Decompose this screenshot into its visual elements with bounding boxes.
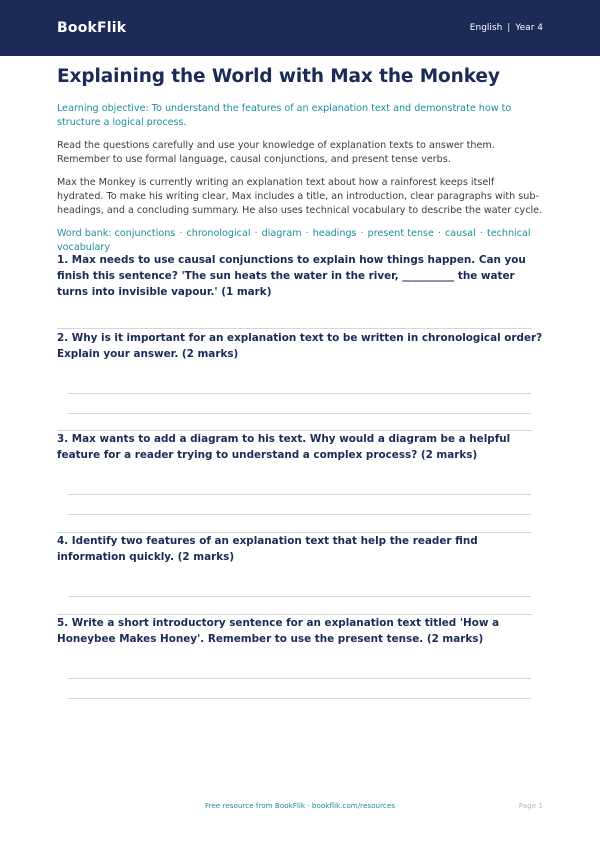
word-bank-item: technical vocabulary (57, 228, 531, 253)
answer-line[interactable] (68, 393, 531, 394)
question-3: 3. Max wants to add a diagram to his text. Why would a diagram be a helpful feature for a reader trying to understand a complex process? (2 marks) (57, 433, 511, 461)
word-bank-label: Word bank: (57, 228, 112, 239)
learning-objective: Learning objective: To understand the features of an explanation text and demonstrate how to structure a logical process. (57, 103, 512, 128)
separator: | (507, 23, 511, 33)
year-label: Year 4 (515, 23, 543, 33)
page-number: Page 1 (518, 801, 543, 810)
subject-label: English (469, 23, 503, 33)
questions-area (57, 0, 543, 848)
footer-link[interactable]: Free resource from BookFlik · bookflik.com/resources (204, 801, 396, 810)
answer-line[interactable] (68, 494, 531, 495)
answer-line[interactable] (68, 678, 531, 679)
answer-line[interactable] (68, 596, 531, 597)
page-footer (0, 801, 600, 815)
answer-line[interactable] (68, 514, 531, 515)
context-text: Max the Monkey is currently writing an explanation text about how a rainforest keeps itself hydrated. To make his writing clear, Max includes a title, an introduction, clear paragraphs with sub-headings, and a concluding summary. He also uses technical vocabulary to describe the water cycle. (57, 177, 543, 216)
brand-logo[interactable]: BookFlik (57, 20, 127, 36)
question-divider (57, 328, 532, 329)
question-5: 5. Write a short introductory sentence for an explanation text titled 'How a Honeybee Makes Honey'. Remember to use the present tense. (2 marks) (57, 617, 500, 645)
question-1: 1. Max needs to use causal conjunctions to explain how things happen. Can you finish this sentence? 'The sun heats the water in the river, __________ the water turns into invisible vapour.' (1 mark) (57, 254, 526, 298)
page-title: Explaining the World with Max the Monkey (57, 66, 500, 87)
instructions-text: Read the questions carefully and use your knowledge of explanation texts to answer them. Remember to use formal language, causal conjunctions, and present tense verbs. (57, 140, 495, 165)
word-bank-item: headings (312, 228, 357, 239)
word-bank-item: causal (445, 228, 476, 239)
question-2: 2. Why is it important for an explanation text to be written in chronological order? Explain your answer. (2 marks) (57, 332, 543, 360)
word-bank-item: diagram (261, 228, 302, 239)
word-bank-items: conjunctions · chronological · diagram · headings · present tense · causal · technical vocabulary (57, 228, 531, 253)
question-4: 4. Identify two features of an explanation text that help the reader find information quickly. (2 marks) (57, 535, 478, 563)
word-bank-item: chronological (186, 228, 251, 239)
word-bank-item: present tense (367, 228, 434, 239)
word-bank-item: conjunctions (114, 228, 176, 239)
answer-line[interactable] (68, 413, 531, 414)
answer-line[interactable] (68, 698, 531, 699)
